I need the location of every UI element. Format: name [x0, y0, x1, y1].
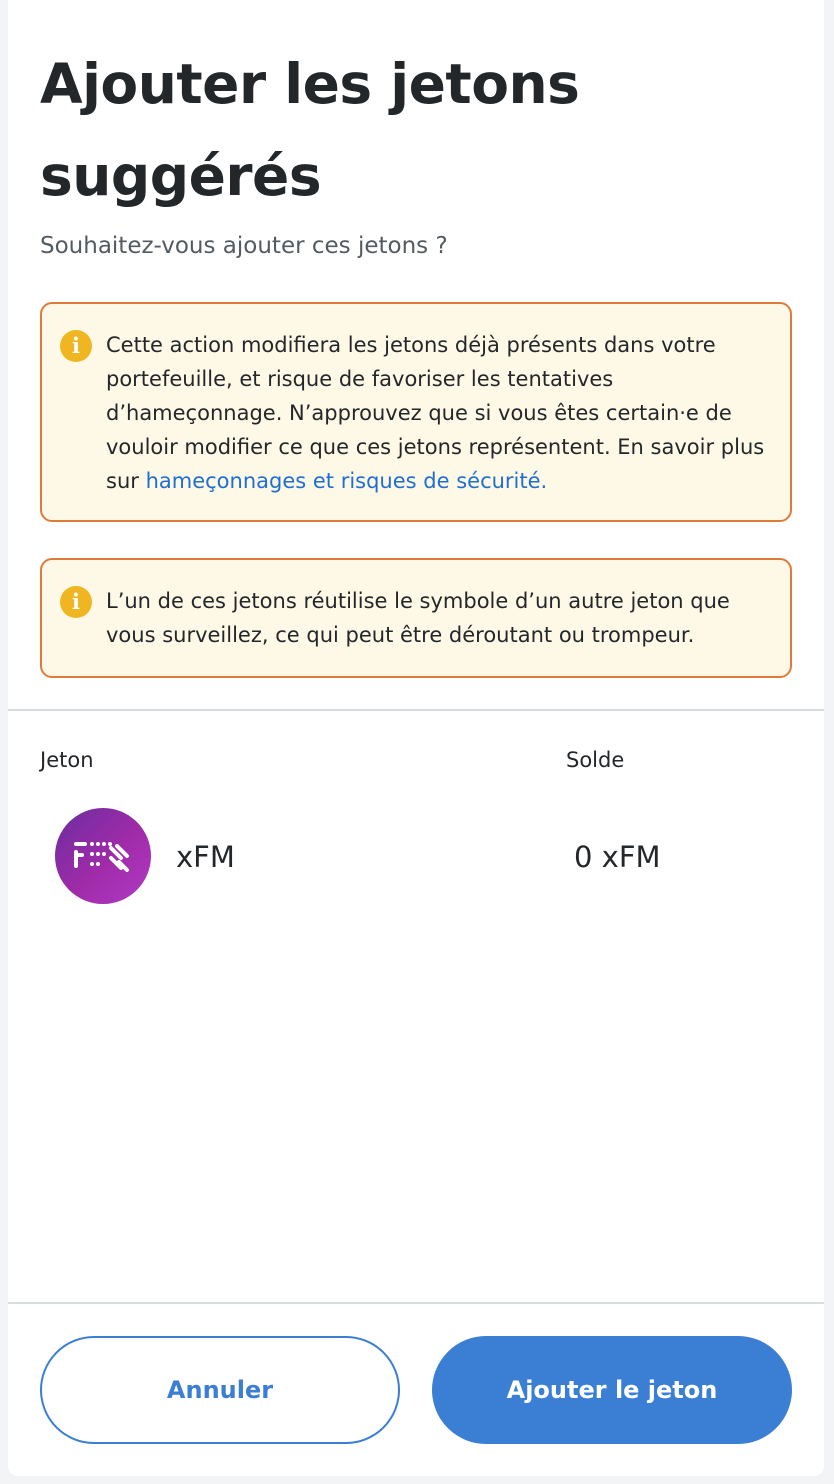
token-balance: 0 xFM	[574, 840, 661, 874]
add-token-button[interactable]: Ajouter le jeton	[432, 1336, 792, 1444]
add-suggested-tokens-dialog	[8, 0, 824, 1476]
token-column-header: Jeton	[40, 748, 94, 772]
token-symbol: xFM	[176, 840, 235, 874]
footer-divider	[8, 1302, 824, 1304]
phishing-warning-banner	[40, 302, 792, 522]
phishing-warning-body: Cette action modifiera les jetons déjà présents dans votre portefeuille, et risque de favoriser les tentatives d’hameçonnage. N’approuvez que si vous êtes certain·e de vouloir modifier ce que ces jetons représentent. En savoir plus sur	[106, 333, 765, 493]
security-risks-link[interactable]: hameçonnages et risques de sécurité.	[145, 469, 548, 493]
duplicate-symbol-warning-banner	[40, 558, 792, 678]
duplicate-symbol-warning-text: L’un de ces jetons réutilise le symbole d’un autre jeton que vous surveillez, ce qui peut être déroutant ou trompeur.	[106, 589, 730, 647]
page-subtitle: Souhaitez-vous ajouter ces jetons ?	[40, 233, 448, 259]
info-icon: i	[60, 586, 92, 618]
balance-column-header: Solde	[566, 748, 625, 772]
xfm-token-logo-icon	[55, 808, 151, 904]
phishing-warning-text	[106, 328, 782, 498]
cancel-button[interactable]: Annuler	[40, 1336, 400, 1444]
section-divider	[8, 709, 824, 711]
info-icon: i	[60, 330, 92, 362]
page-title: Ajouter les jetons suggérés	[40, 52, 580, 208]
